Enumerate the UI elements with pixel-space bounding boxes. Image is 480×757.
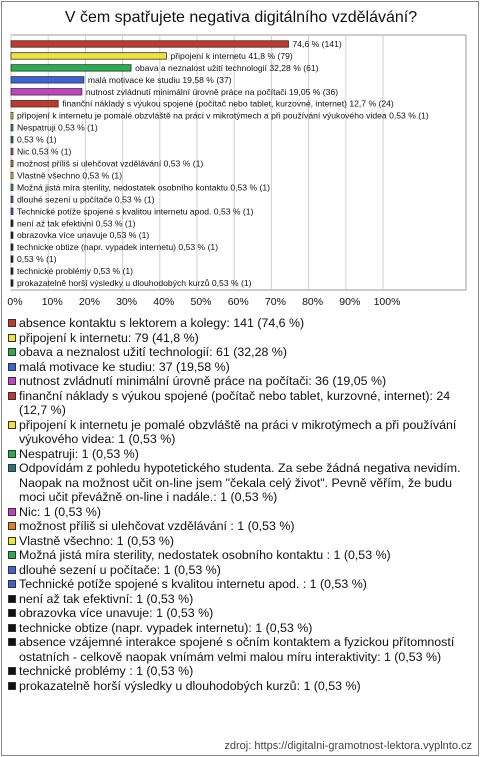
legend-label: technické problémy : 1 (0,53 %) [19,664,194,678]
bar-data-label: Nespatruji 0,53 % (1) [16,122,98,133]
bar-data-label: Nic 0,53 % (1) [16,146,72,157]
legend-swatch [8,392,16,400]
bar-data-label: připojení k internetu 41,8 % (79) [170,50,293,61]
legend-item [8,360,474,375]
bar-data-label: možnost příliš si ulehčovat vzdělávání 0,53 % (1) [16,158,204,169]
legend-swatch [8,421,16,429]
legend-item [8,345,474,360]
bar-chart [2,2,479,314]
x-tick-label: 90% [339,296,361,308]
bar [11,280,13,287]
legend-swatch [8,624,16,632]
legend-item [8,519,474,534]
bar [11,41,289,48]
legend-item [8,621,474,636]
legend-label: Odpovídám z pohledu hypotetického studenta. Za sebe žádná negativa nevidím. Naopak na možnost učit on-line jsem "čekala celý život". Pevně věřím, že budu moci učit převážně on-line i nadále.: 1 (0,53 %) [19,461,461,504]
legend-label: dlouhé sezení u počítače: 1 (0,53 %) [19,562,221,577]
legend-item [8,534,474,549]
source-text: zdroj: https://digitalni-gramotnost-lektora.vyplnto.cz [224,740,472,752]
bar [11,89,82,96]
bar [11,268,13,275]
x-tick-label: 100% [373,296,401,308]
bar-data-label: obrazovka více unavuje 0,53 % (1) [16,230,150,241]
legend-swatch [8,508,16,516]
legend-label: Vlastně všechno: 1 (0,53 %) [19,533,174,548]
x-tick-label: 0% [7,296,23,308]
legend-label: malá motivace ke studiu: 37 (19,58 %) [19,359,230,374]
legend-swatch [8,348,16,356]
bar [11,100,58,107]
legend-label: obava a neznalost užití technologií: 61 (32,28 %) [19,345,287,359]
legend-swatch [8,638,16,646]
legend-swatch [8,377,16,385]
legend-swatch [8,551,16,559]
legend-label: obrazovka více unavuje: 1 (0,53 %) [19,606,214,620]
bar-data-label: Vlastně všechno 0,53 % (1) [16,170,123,181]
legend-label: absence kontaktu s lektorem a kolegy: 141 (74,6 %) [19,316,305,330]
legend-label: Nic: 1 (0,53 %) [19,504,101,519]
chart-legend [8,316,474,693]
bar-data-label: 0,53 % (1) [16,254,57,265]
bar-data-label: nutnost zvládnutí minimální úrovně práce na počítači 19,05 % (36) [85,86,339,97]
legend-swatch [8,363,16,371]
bar [11,77,84,84]
legend-item [8,664,474,679]
legend-swatch [8,580,16,588]
legend-swatch [8,609,16,617]
chart-title: V čem spatřujete negativa digitálního vzdělávání? [64,9,418,26]
bar [11,196,13,203]
legend-label: finanční náklady s výukou spojené (počítač nebo tablet, kurzovné, internet): 24 (12,7 %) [19,388,451,417]
bar [11,112,13,119]
x-tick-label: 60% [227,296,249,308]
bar-data-label: prokazatelně horší výsledky u dlouhodobých kurzů 0,53 % (1) [16,278,252,289]
legend-label: Možná jistá míra sterility, nedostatek osobního kontaktu : 1 (0,53 %) [19,548,391,562]
bar [11,136,13,143]
chart-frame [1,1,479,756]
bar [11,208,13,215]
legend-swatch [8,319,16,327]
legend-label: možnost příliš si ulehčovat vzdělávání : 1 (0,53 %) [19,519,295,533]
legend-item [8,606,474,621]
legend-label: nutnost zvládnutí minimální úrovně práce na počítači: 36 (19,05 %) [19,374,387,388]
x-tick-label: 70% [264,296,286,308]
legend-item [8,577,474,592]
bar-data-label: dlouhé sezení u počítače 0,53 % (1) [16,194,155,205]
bar-data-label: není až tak efektivní 0,53 % (1) [16,218,136,229]
legend-label: připojení k internetu je pomalé obzvláště na práci v mikrotýmech a při používání výukového videa: 1 (0,53 %) [19,417,457,446]
legend-item [8,548,474,563]
bar [11,220,13,227]
legend-swatch [8,566,16,574]
bar-data-label: finanční náklady s výukou spojené (počítač nebo tablet, kurzovné, internet) 12,7 % (24) [62,98,394,109]
bar [11,256,13,263]
legend-item [8,635,474,664]
legend-item [8,389,474,418]
bar [11,172,13,179]
legend-label: Nespatruji: 1 (0,53 %) [19,446,139,461]
bar-data-label: 0,53 % (1) [16,134,57,145]
legend-swatch [8,464,16,472]
legend-swatch [8,667,16,675]
legend-label: není až tak efektivní: 1 (0,53 %) [19,591,194,606]
bar [11,53,166,60]
x-tick-label: 20% [78,296,100,308]
legend-swatch [8,450,16,458]
legend-item [8,679,474,694]
bar-data-label: obava a neznalost užití technologií 32,28 % (61) [135,62,319,73]
legend-item [8,331,474,346]
legend-swatch [8,537,16,545]
bar [11,244,13,251]
x-tick-label: 30% [116,296,138,308]
legend-label: Technické potíže spojené s kvalitou internetu apod. : 1 (0,53 %) [19,577,367,591]
bar [11,148,13,155]
bar-data-label: Technické potíže spojené s kvalitou internetu apod. 0,53 % (1) [16,206,254,217]
legend-swatch [8,334,16,342]
bar-data-label: technicke obtize (napr. vypadek internetu) 0,53 % (1) [16,242,219,253]
bar [11,65,131,72]
legend-swatch [8,595,16,603]
bar [11,184,13,191]
legend-item [8,505,474,520]
bar-data-label: technické problémy 0,53 % (1) [16,266,134,277]
legend-label: technicke obtize (napr. vypadek internetu): 1 (0,53 %) [19,620,313,635]
x-tick-label: 40% [153,296,175,308]
bar-data-label: Možná jistá míra sterility, nedostatek osobního kontaktu 0,53 % (1) [16,182,270,193]
legend-item [8,316,474,331]
x-tick-label: 50% [190,296,212,308]
legend-swatch [8,682,16,690]
x-tick-label: 80% [302,296,324,308]
legend-label: prokazatelně horší výsledky u dlouhodobých kurzů: 1 (0,53 %) [19,678,361,693]
legend-item [8,592,474,607]
legend-label: absence vzájemné interakce spojené s očním kontaktem a fyzickou přítomností ostatních - celkově naopak vnímám velmi malou míru interaktivity: 1 (0,53 %) [19,635,455,664]
bar-data-label: malá motivace ke studiu 19,58 % (37) [87,74,232,85]
legend-item [8,461,474,505]
bar [11,124,13,130]
legend-label: připojení k internetu: 79 (41,8 %) [19,330,199,345]
bar [11,232,13,239]
bar-data-label: připojení k internetu je pomalé obzvláště na práci v mikrotýmech a při používání výukového videa 0,53 % (1) [16,110,429,121]
legend-item [8,563,474,578]
legend-item [8,447,474,462]
legend-swatch [8,522,16,530]
bar [11,160,13,167]
bar-data-label: 74,6 % (141) [292,38,342,49]
legend-item [8,418,474,447]
x-tick-label: 10% [41,296,63,308]
legend-item [8,374,474,389]
